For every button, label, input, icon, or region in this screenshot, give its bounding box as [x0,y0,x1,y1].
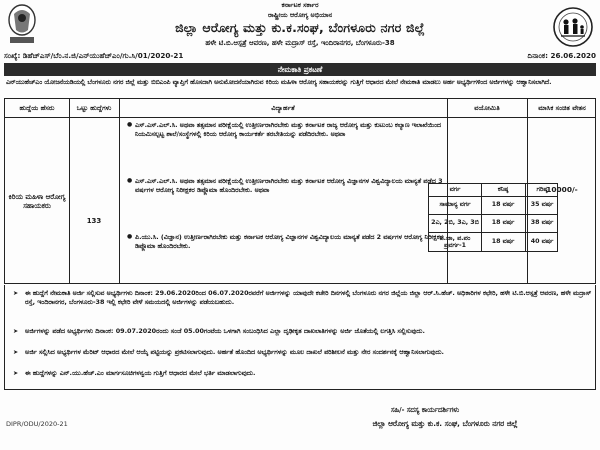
qualification-item: ● ಪಿ.ಯು.ಸಿ. (ವಿಜ್ಞಾನ) ಉತ್ತೀರ್ಣರಾಗಿರಬೇಕು ಮತ್ತು ಕರ್ನಾಟಕ ಆರೋಗ್ಯ ವಿಜ್ಞಾನಗಳ ವಿಶ್ವವಿದ್ಯಾಲಯ ಮಾನ್ಯತೆ ಪಡೆದ 2 ವರ್ಷಗಳ ಆರೋಗ್ಯ ನಿರೀಕ್ಷಕರ ಡಿಪ್ಲೊಮಾ ಹೊಂದಿರಬೇಕು. [127,233,444,250]
header-qualification: ವಿದ್ಯಾರ್ಹತೆ [271,104,295,112]
note-item: ➤ ಈ ಹುದ್ದೆಗೆ ನೇಮಕಾತಿ ಅರ್ಜಿ ಸಲ್ಲಿಸುವ ಅಭ್ಯರ್ಥಿಗಳು ದಿನಾಂಕ: 29.06.2020ರಿಂದ 06.07.2020ರವರೆಗೆ ಅರ್ಜಿಗಳನ್ನು ಯಾವುದೇ ಕಚೇರಿ ದಿನಗಳಲ್ಲಿ ಬೆಂಗಳೂರು ನಗರ ಜಿಲ್ಲೆಯ ಜಿಲ್ಲಾ ಆರ್.ಸಿ.ಹೆಚ್. ಅಧಿಕಾರಿಗಳ ಕಛೇರಿ, ಹಳೇ ಟಿ.ಬಿ.ಆಸ್ಪತ್ರೆ ಆವರಣ, ಹಳೇ ಮದ್ರಾಸ್ ರಸ್ತೆ, ಇಂದಿರಾನಗರ, ಬೆಂಗಳೂರು-38 ಇಲ್ಲಿ ಕಛೇರಿ ವೇಳೆ ಸಮಯದಲ್ಲಿ ಅರ್ಜಿಗಳನ್ನು ಪಡೆಯಬಹುದು. [13,289,592,307]
bullet-arrow-icon: ➤ [13,290,19,297]
office-address: ಹಳೇ ಟಿ.ಬಿ.ಆಸ್ಪತ್ರೆ ಆವರಣ, ಹಳೇ ಮದ್ರಾಸ್ ರಸ್ತೆ, ಇಂದಿರಾನಗರ, ಬೆಂಗಳೂರು-38 [205,39,395,47]
bullet-icon: ● [127,233,133,240]
bullet-icon: ● [127,121,133,128]
signature-designation: ಸಹಿ/- ಸದಸ್ಯ ಕಾರ್ಯದರ್ಶಿಗಳು [390,406,460,414]
age-header-category: ವರ್ಗ [449,186,461,194]
salary-cell: 10000/- [546,185,578,194]
note-item: ➤ ಅರ್ಜಿಗಳನ್ನು ಪಡೆದ ಅಭ್ಯರ್ಥಿಗಳು ದಿನಾಂಕ: 09.07.2020ರಂದು ಸಂಜೆ 05.00ಗಂಟೆಯ ಒಳಗಾಗಿ ಸಂಬಂಧಿಸಿದ ಎಲ್ಲಾ ದೃಢೀಕೃತ ದಾಖಲಾತಿಗಳನ್ನು ಅರ್ಜಿ ಜೊತೆಯಲ್ಲಿ ಲಗತ್ತಿಸಿ ಸಲ್ಲಿಸುವುದು. [13,327,425,335]
age-row-min: 18 ವರ್ಷ [491,219,515,227]
note-item: ➤ ಅರ್ಜಿ ಸಲ್ಲಿಸಿದ ಅಭ್ಯರ್ಥಿಗಳ ಮೆರಿಟ್ ಆಧಾರದ ಮೇಲೆ ಆಯ್ಕೆ ಪಟ್ಟಿಯನ್ನು ಪ್ರಕಟಿಸಲಾಗುವುದು. ಅರ್ಹತೆ ಹೊಂದಿದ ಅಭ್ಯರ್ಥಿಗಳನ್ನು ಮೂಲ ದಾಖಲೆ ಪರಿಶೀಲನೆ ಮತ್ತು ನೇರ ಸಂದರ್ಶನಕ್ಕೆ ಆಹ್ವಾನಿಸಲಾಗುವುದು. [13,348,444,356]
government-label: ಕರ್ನಾಟಕ ಸರ್ಕಾರ [281,1,319,9]
notice-title: ನೇಮಕಾತಿ ಪ್ರಕಟಣೆ [4,63,596,76]
age-row-min: 18 ವರ್ಷ [491,238,515,246]
note-item: ➤ ಈ ಹುದ್ದೆಗಳನ್ನು ಎನ್.ಯು.ಹೆಚ್.ಎಂ ಮಾರ್ಗಸೂಚಿಗಳನ್ವಯ ಗುತ್ತಿಗೆ ಆಧಾರದ ಮೇಲೆ ಭರ್ತಿ ಮಾಡಲಾಗುವುದು. [13,369,256,377]
bullet-arrow-icon: ➤ [13,349,19,356]
age-row-max: 38 ವರ್ಷ [530,219,554,227]
age-row-category: ಸಾಮಾನ್ಯ ವರ್ಗ [439,201,471,209]
header-post-name: ಹುದ್ದೆಯ ಹೆಸರು [19,104,55,112]
intro-paragraph: ಎನ್‌ಯುಹೆಚ್‌ಎಂ ಯೋಜನೆಯಡಿಯಲ್ಲಿ ಬೆಂಗಳೂರು ನಗರ ಜಿಲ್ಲೆ ಮತ್ತು ಬಿಬಿಎಂಪಿ ವ್ಯಾಪ್ತಿಗೆ ಹೊಸದಾಗಿ ಅನುಮೋದನೆಯಾಗಿರುವ ಕಿರಿಯ ಮಹಿಳಾ ಆರೋಗ್ಯ ಸಹಾಯಕರನ್ನು ಗುತ್ತಿಗೆ ಆಧಾರದ ಮೇಲೆ ನೇಮಕಾತಿ ಮಾಡಲು ಅರ್ಹ ಅಭ್ಯರ್ಥಿಗಳಿಂದ ಅರ್ಜಿಗಳನ್ನು ಆಹ್ವಾನಿಸಲಾಗಿದೆ. [6,79,552,86]
age-row-max: 40 ವರ್ಷ [530,238,554,246]
reference-number: ಸಂಖ್ಯೆ: ಡಿಹೆಚ್‌ಎಸ್/ಬೆಂ.ನ.ಜಿ/ಎನ್‌ಯುಹೆಚ್‌ಎಂ/ಗು.ಸಿ/01/2020-21 [4,51,184,60]
bullet-arrow-icon: ➤ [13,328,19,335]
mission-label: ರಾಷ್ಟ್ರೀಯ ಆರೋಗ್ಯ ಅಭಿಯಾನ [267,11,333,19]
age-row-category: 2ಎ, 2ಬಿ, 3ಎ, 3ಬಿ [431,219,479,227]
header-age-limit: ವಯೋಮಿತಿ [474,104,500,112]
age-header-min: ಕನಿಷ್ಠ [497,186,509,194]
reference-row [4,51,596,63]
dipr-code: DIPR/ODU/2020-21 [6,420,68,428]
qualification-item: ● ಎಸ್.ಎಸ್.ಎಲ್.ಸಿ. ಅಥವಾ ತತ್ಸಮಾನ ಪರೀಕ್ಷೆಯಲ್ಲಿ ಉತ್ತೀರ್ಣರಾಗಿರಬೇಕು ಮತ್ತು ಕರ್ನಾಟಕ ರಾಜ್ಯ ಆರೋಗ್ಯ ಮತ್ತು ಕುಟುಂಬ ಕಲ್ಯಾಣ ಇಲಾಖೆಯಿಂದ ನಿಯಮಿಸಲ್ಪಟ್ಟ ಶಾಲೆ/ಸಂಸ್ಥೆಗಳಲ್ಲಿ ಕಿರಿಯ ಆರೋಗ್ಯ ಕಾರ್ಯಕರ್ತೆ ತರಬೇತಿಯನ್ನು ಪಡೆದಿರಬೇಕು. ಅಥವಾ [127,121,442,138]
notice-date: ದಿನಾಂಕ: 26.06.2020 [527,51,596,60]
age-limit-table [428,183,558,252]
qualification-item: ● ಎಸ್.ಎಸ್.ಎಲ್.ಸಿ. ಅಥವಾ ತತ್ಸಮಾನ ಪರೀಕ್ಷೆಯಲ್ಲಿ ಉತ್ತೀರ್ಣರಾಗಿರಬೇಕು ಮತ್ತು ಕರ್ನಾಟಕ ಆರೋಗ್ಯ ವಿಜ್ಞಾನಗಳ ವಿಶ್ವವಿದ್ಯಾಲಯ ಮಾನ್ಯತೆ ಪಡೆದ 3 ವರ್ಷಗಳ ಆರೋಗ್ಯ ನಿರೀಕ್ಷಕರ ಡಿಪ್ಲೊಮಾ ಹೊಂದಿರಬೇಕು. ಅಥವಾ [127,177,443,194]
age-header-max: ಗರಿಷ್ಠ [536,186,548,194]
post-name-cell: ಕಿರಿಯ ಮಹಿಳಾ ಆರೋಗ್ಯ ಸಹಾಯಕರು [8,193,66,210]
age-row-max: 35 ವರ್ಷ [530,201,554,209]
bullet-arrow-icon: ➤ [13,370,19,377]
page-title: ಜಿಲ್ಲಾ ಆರೋಗ್ಯ ಮತ್ತು ಕು.ಕ.ಸಂಘ, ಬೆಂಗಳೂರು ನಗರ ಜಿಲ್ಲೆ [175,20,425,35]
header-post-count: ಒಟ್ಟು ಹುದ್ದೆಗಳು [76,104,112,112]
signature-office: ಜಿಲ್ಲಾ ಆರೋಗ್ಯ ಮತ್ತು ಕು.ಕ. ಸಂಘ, ಬೆಂಗಳೂರು ನಗರ ಜಿಲ್ಲೆ [372,419,518,428]
post-count-cell: 133 [86,217,102,225]
age-row-category: ಪ.ಜಾ, ಪ.ಪಂ ಪ್ರವರ್ಗ-1 [439,234,471,249]
bullet-icon: ● [127,177,133,184]
age-row-min: 18 ವರ್ಷ [491,201,515,209]
header-salary: ಮಾಸಿಕ ಸಂಚಿತ ವೇತನ [538,104,586,112]
notes-box [4,285,596,390]
